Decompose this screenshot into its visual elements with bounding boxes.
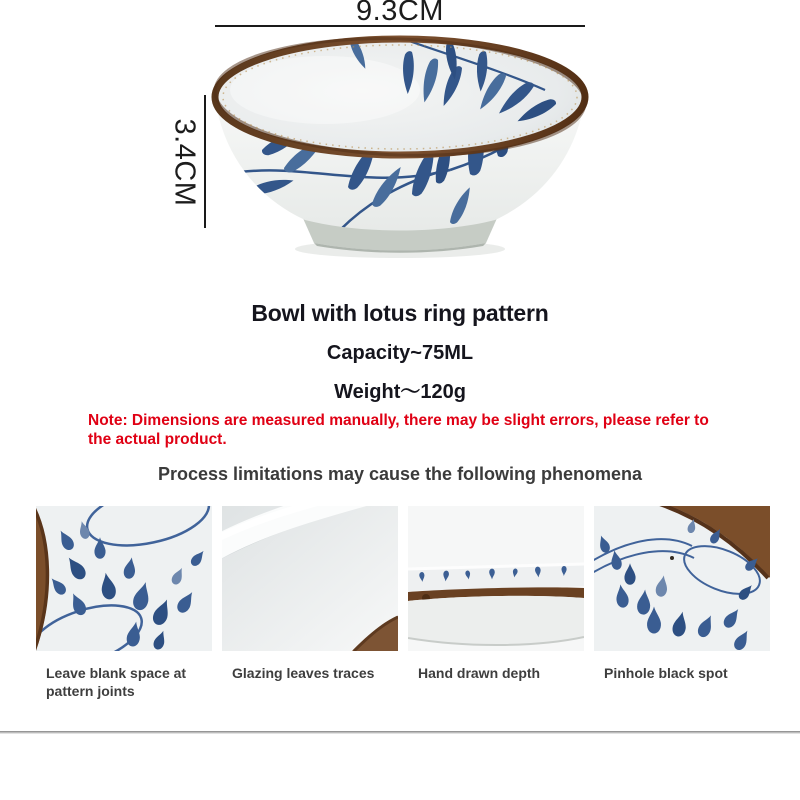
- thumbnail-captions: [36, 664, 780, 700]
- caption-pinhole-spot: Pinhole black spot: [604, 665, 728, 681]
- process-thumbnails: [36, 506, 770, 651]
- measurement-note: [88, 411, 748, 449]
- width-dimension-label: 9.3CM: [356, 0, 444, 27]
- bowl-photo: [200, 22, 600, 262]
- bottom-divider: [0, 731, 800, 734]
- caption-glazing-traces: Glazing leaves traces: [232, 665, 375, 681]
- thumb-glazing-traces: [222, 506, 398, 651]
- thumb-pinhole-spot: [594, 506, 770, 651]
- pinhole-dot: [670, 556, 674, 560]
- caption-blank-space: Leave blank space at pattern joints: [46, 665, 187, 699]
- caption-hand-drawn-depth: Hand drawn depth: [418, 665, 541, 681]
- measurement-note-line1: Note: Dimensions are measured manually, there may be slight errors, please refer to: [88, 412, 709, 429]
- process-heading: Process limitations may cause the following phenomena: [157, 464, 643, 484]
- measurement-note-line2: the actual product.: [88, 431, 227, 448]
- thumb-blank-space: [36, 506, 212, 651]
- product-capacity: Capacity~75ML: [326, 342, 474, 364]
- product-weight: Weight～120g: [334, 381, 466, 403]
- product-title: Bowl with lotus ring pattern: [251, 300, 549, 326]
- height-dimension-label: 3.4CM: [168, 118, 201, 207]
- thumb-hand-drawn-depth: [408, 506, 584, 651]
